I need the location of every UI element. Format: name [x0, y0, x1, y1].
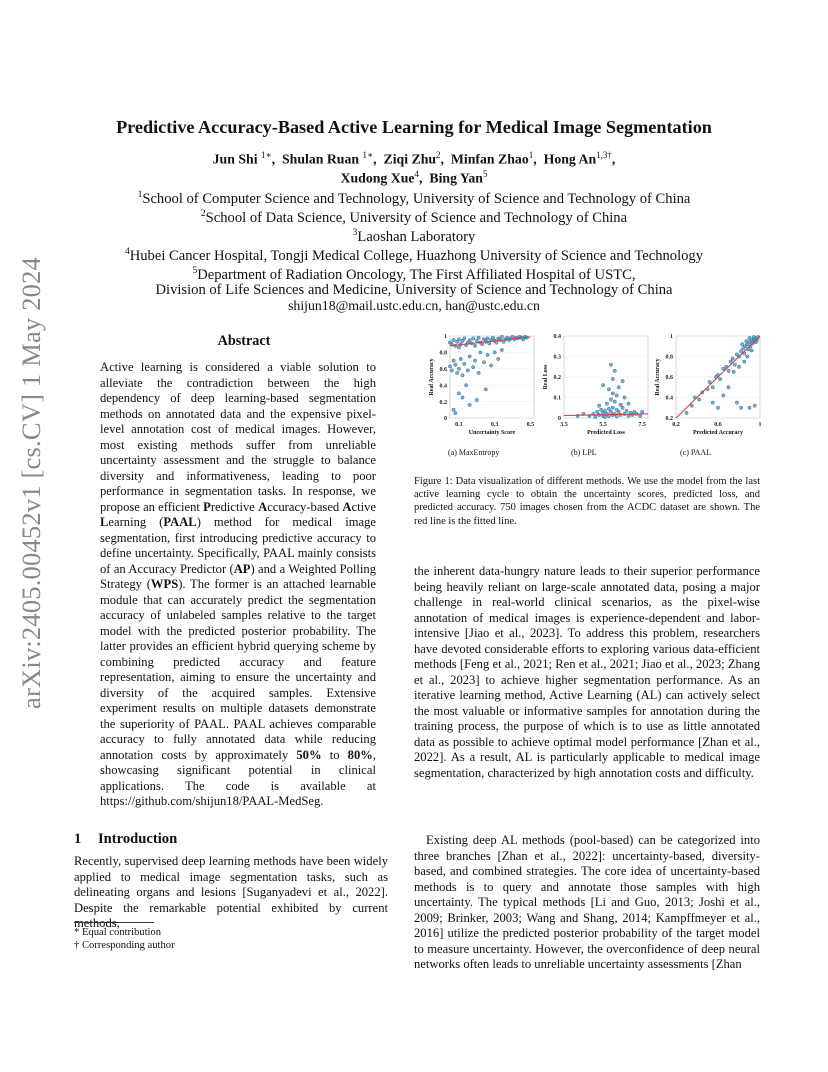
x-tick-label: 0.6 [714, 422, 722, 428]
data-point [615, 394, 618, 397]
data-point [455, 371, 458, 374]
x-tick-label: 1 [758, 422, 762, 428]
x-tick-label: 7.5 [638, 422, 646, 428]
x-tick-label: 3.5 [560, 422, 568, 428]
data-point [739, 406, 742, 409]
data-point [623, 396, 626, 399]
data-point [740, 343, 743, 346]
y-tick-label: 0.6 [665, 375, 673, 382]
data-point [621, 379, 624, 382]
data-point [613, 369, 616, 372]
author-name: Minfan Zhao [450, 151, 529, 167]
data-point [739, 350, 742, 353]
right-column-paragraph-2: Existing deep AL methods (pool-based) can be categorized into three branches [Zhan et al., 2022]: uncertainty-based, diversity-based, and combined strategies. The core idea of uncertainty-based methods is to query and annotate those samples with high uncertainty. The typical methods [Li and Guo, 2013; Joshi et al., 2009; Brinker, 2003; Wang and Shang, 2014; Kampffmeyer et al., 2016] utilize the predicted posterior probability of the target model to measure uncertainty. However, the overconfidence of deep neural networks often leads to unreliable uncertainty assessments [Zhan [414, 833, 760, 971]
data-point [489, 364, 492, 367]
data-point [731, 357, 734, 360]
data-point [640, 410, 643, 413]
data-point [609, 363, 612, 366]
data-point [711, 401, 714, 404]
data-point [611, 392, 614, 395]
data-point [750, 349, 753, 352]
data-point [748, 406, 751, 409]
y-tick-label: 0.8 [439, 350, 447, 357]
data-point [594, 415, 597, 418]
data-point [607, 388, 610, 391]
data-point [464, 384, 467, 387]
data-point [484, 388, 487, 391]
y-tick-label: 0.4 [439, 383, 447, 390]
data-point [473, 344, 476, 347]
data-point [613, 400, 616, 403]
author-name: Xudong Xue [340, 170, 415, 186]
data-point [609, 398, 612, 401]
x-axis-label: Predicted Loss [587, 430, 625, 436]
data-point [607, 407, 610, 410]
data-point [621, 406, 624, 409]
y-tick-label: 0.8 [665, 354, 673, 361]
affiliation: $^2$School of Data Science, University of Science and Technology of China [200, 209, 628, 226]
data-point [746, 355, 749, 358]
affiliation: $^5$Department of Radiation Oncology, The First Affiliated Hospital of USTC, [192, 266, 636, 283]
data-point [486, 337, 489, 340]
data-point [497, 357, 500, 360]
data-point [500, 348, 503, 351]
data-point [597, 404, 600, 407]
data-point [468, 355, 471, 358]
data-point [735, 401, 738, 404]
data-point [752, 335, 755, 338]
data-point [493, 351, 496, 354]
data-point [596, 410, 599, 413]
data-point [448, 365, 451, 368]
data-point [468, 338, 471, 341]
y-tick-label: 0.1 [553, 395, 561, 402]
data-point [611, 406, 614, 409]
data-point [450, 369, 453, 372]
data-point [708, 380, 711, 383]
data-point [732, 370, 735, 373]
y-tick-label: 1 [444, 334, 447, 341]
data-point [718, 377, 721, 380]
y-tick-label: 0 [558, 416, 561, 423]
subcaption-a: (a) MaxEntropy [448, 448, 500, 457]
affiliation: $^1$School of Computer Science and Technology, University of Science and Technology of China [137, 190, 691, 207]
data-point [733, 363, 736, 366]
x-tick-label: 0.5 [526, 422, 535, 428]
data-point [475, 339, 478, 342]
data-point [486, 353, 489, 356]
footnote-corresponding-author: † Corresponding author [74, 940, 175, 951]
data-point [454, 411, 457, 414]
data-point [452, 408, 455, 411]
data-point [454, 363, 457, 366]
x-tick-label: 0.1 [455, 422, 463, 428]
author-name: Ziqi Zhu [383, 151, 437, 167]
y-tick-label: 0 [444, 416, 447, 423]
data-point [722, 394, 725, 397]
data-point [617, 386, 620, 389]
x-axis-label: Predicted Accuracy [692, 430, 744, 436]
arxiv-identifier [14, 257, 48, 709]
data-point [615, 415, 618, 418]
arxiv-identifier-text: arXiv:2405.00452v1 [cs.CV] 1 May 2024 [15, 257, 46, 709]
footnote-rule [74, 922, 154, 923]
author-line-2: Xudong Xue$^4$, Bing Yan$^5$ [340, 169, 488, 186]
data-point [711, 386, 714, 389]
data-point [627, 402, 630, 405]
author-name: Hong An [543, 151, 597, 167]
data-point [609, 410, 612, 413]
x-tick-label: 5.5 [599, 422, 607, 428]
y-tick-label: 0.4 [553, 334, 561, 341]
y-tick-label: 0.6 [439, 367, 447, 373]
data-point [495, 341, 498, 344]
data-point [466, 369, 469, 372]
data-point [737, 365, 740, 368]
affiliation: $^3$Laoshan Laboratory [352, 228, 476, 245]
data-point [745, 339, 748, 342]
x-axis-label: Uncertainty Score [468, 430, 516, 436]
data-point [619, 403, 622, 406]
data-point [463, 362, 466, 365]
data-point [482, 361, 485, 364]
intro-paragraph: Recently, supervised deep learning methods have been widely applied to medical image segmentation tasks, such as delineating organs and lesions [Suganyadevi et al., 2022]. Despite the remarkable potential exhibited by current methods, [74, 854, 388, 930]
data-point [457, 392, 460, 395]
data-point [473, 359, 476, 362]
figure-1-caption: Figure 1: Data visualization of different methods. We use the model from the last active learning cycle to obtain the uncertainty scores, predicted loss, and predicted accuracy. 750 images chosen from the ACDC dataset are shown. The red line is the fitted line. [414, 476, 760, 527]
data-point [457, 338, 460, 341]
subcaption-b: (b) LPL [571, 448, 597, 457]
figure-1 [414, 330, 760, 462]
data-point [603, 415, 606, 418]
data-point [459, 357, 462, 360]
y-axis-label: Real Loss [543, 364, 549, 390]
abstract-text: Active learning is considered a viable solution to alleviate the contradiction between the high dependency of deep learning-based segmentation methods on annotated data and the expensive pixel-level annotation cost of medical images. However, most existing methods suffer from unreliable uncertainty assessment and the struggle to balance diversity and informativeness, leading to poor performance in segmentation tasks. In response, we propose an efficient Predictive Accuracy-based Active Learning (PAAL) method for medical image segmentation, first introducing predictive accuracy to define uncertainty. Specifically, PAAL mainly consists of an Accuracy Predictor (AP) and a Weighted Polling Strategy (WPS). The former is an attached learnable module that can accurately predict the segmentation accuracy of unlabeled samples relative to the target model with the predicted posterior probability. The latter provides an efficient hybrid querying scheme by combining predicted accuracy and feature representation, aiming to ensure the uncertainty and diversity of the acquired samples. Extensive experiment results on multiple datasets demonstrate the superiority of PAAL. PAAL achieves comparable accuracy to fully annotated data while reducing annotation costs by approximately 50% to 80%, showcasing significant potential in clinical applications. The code is available at https://github.com/shijun18/PAAL-MedSeg. [100, 360, 377, 808]
data-point [743, 360, 746, 363]
data-point [452, 359, 455, 362]
x-tick-label: 0.3 [490, 422, 499, 428]
author-emails: shijun18@mail.ustc.edu.cn, han@ustc.edu.cn [288, 298, 540, 313]
data-point [461, 374, 464, 377]
data-point [452, 338, 455, 341]
author-name: Shulan Ruan [281, 151, 360, 167]
data-point [748, 336, 751, 339]
data-point [729, 360, 732, 363]
data-point [638, 414, 641, 417]
data-point [611, 377, 614, 380]
data-point [468, 403, 471, 406]
data-point [477, 371, 480, 374]
section-heading-introduction [74, 831, 177, 848]
data-point [491, 336, 494, 339]
data-point [697, 398, 700, 401]
data-point [617, 410, 620, 413]
data-point [625, 409, 628, 412]
y-tick-label: 0.4 [665, 395, 673, 402]
section-title: Introduction [98, 831, 178, 847]
author-name: Bing Yan [429, 170, 483, 186]
data-point [457, 367, 460, 370]
data-point [457, 346, 460, 349]
data-point [472, 337, 475, 340]
data-point [479, 351, 482, 354]
data-point [472, 365, 475, 368]
data-point [685, 411, 688, 414]
data-point [722, 367, 725, 370]
affiliation: Division of Life Sciences and Medicine, University of Science and Technology of China [155, 282, 673, 298]
y-tick-label: 0.2 [553, 375, 561, 382]
subcaption-c: (c) PAAL [680, 448, 712, 457]
figure-1-plots [414, 330, 760, 462]
footnote-equal-contribution: * Equal contribution [74, 927, 162, 938]
data-point [475, 398, 478, 401]
data-point [601, 384, 604, 387]
y-tick-label: 0.2 [439, 399, 447, 406]
data-point [463, 337, 466, 340]
data-point [477, 336, 480, 339]
data-point [488, 342, 491, 345]
author-name: Jun Shi [212, 151, 258, 167]
data-point [727, 369, 730, 372]
abstract-heading: Abstract [217, 333, 271, 349]
y-tick-label: 0.3 [553, 354, 561, 361]
data-point [690, 404, 693, 407]
paper-title: Predictive Accuracy-Based Active Learning for Medical Image Segmentation [116, 117, 712, 137]
y-axis-label: Real Accuracy [429, 358, 435, 396]
data-point [605, 402, 608, 405]
author-line-1: Jun Shi $^{1∗}$, Shulan Ruan $^{1∗}$, Ziqi Zhu$^2$, Minfan Zhao$^1$, Hong $An^{1,3\dagger}$, [212, 150, 616, 167]
data-point [753, 404, 756, 407]
data-point [480, 343, 483, 346]
x-tick-label: 0.2 [672, 422, 680, 428]
data-point [461, 396, 464, 399]
right-column-paragraph-1: the inherent data-hungry nature leads to their superior performance being heavily reliant on large-scale annotated data, posing a major challenge in real-world clinical scenarios, as the pixel-wise annotation of medical images is experience-dependent and labor-intensive [Jiao et al., 2023]. To address this problem, researchers have devoted considerable efforts to exploring various data-efficient methods [Feng et al., 2021; Ren et al., 2021; Jiao et al., 2023; Zhang et al., 2023] to achieve higher segmentation performance. As an iterative learning method, Active Learning (AL) can actively select the most valuable or informative samples for annotation during the training process, the purpose of which is to use as little annotated data as possible to achieve optimal model performance [Zhan et al., 2022]. As a result, AL is particularly applicable to medical image segmentation, characterized by high annotation costs and difficulty. [414, 564, 760, 780]
section-number: 1 [74, 831, 82, 847]
data-point [603, 409, 606, 412]
data-point [727, 386, 730, 389]
affiliation: $^4$Hubei Cancer Hospital, Tongji Medical College, Huazhong University of Science and Technology [124, 247, 704, 264]
y-axis-label: Real Accuracy [655, 358, 661, 396]
data-point [500, 335, 503, 338]
y-tick-label: 0.2 [665, 416, 673, 423]
data-point [599, 408, 602, 411]
data-point [716, 406, 719, 409]
y-tick-label: 1 [670, 334, 673, 341]
